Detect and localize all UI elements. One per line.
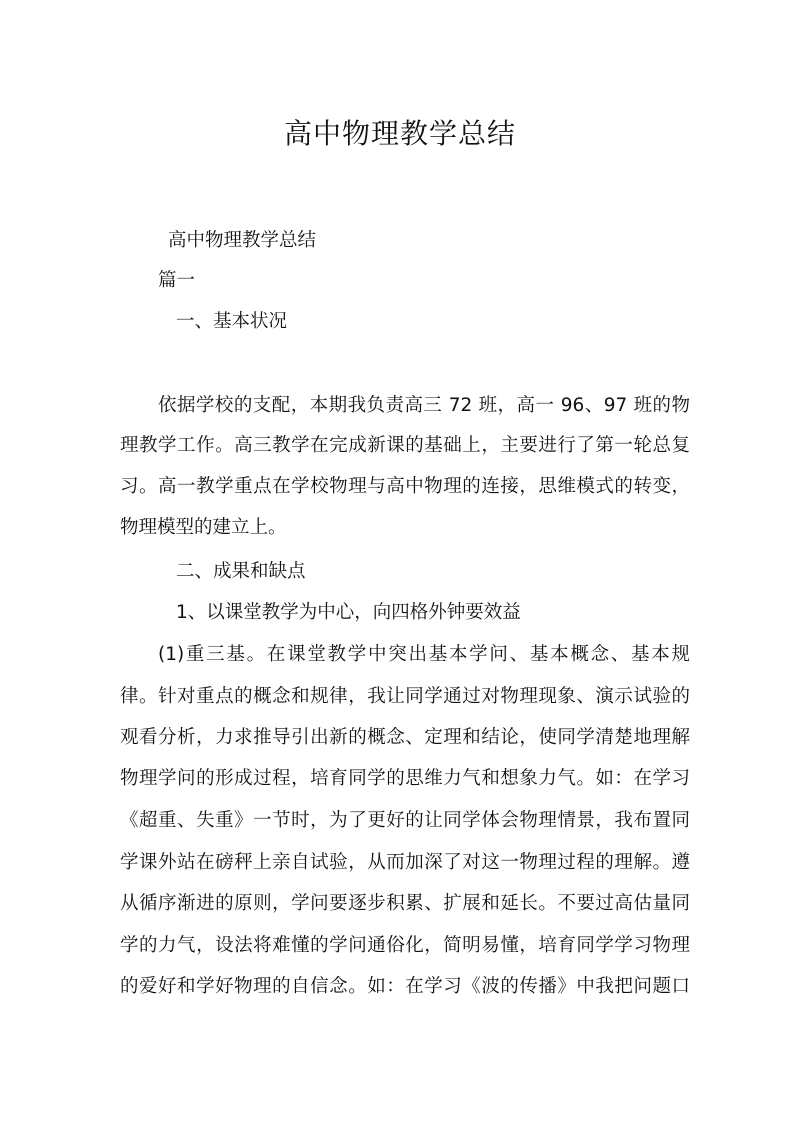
paragraph-line: 理教学工作。高三教学在完成新课的基础上，主要进行了第一轮总复 bbox=[120, 435, 690, 456]
subtitle-line: 高中物理教学总结 bbox=[168, 230, 317, 251]
paragraph-line: 习。高一教学重点在学校物理与高中物理的连接，思维模式的转变， bbox=[120, 476, 690, 497]
paragraph-line: (1)重三基。在课堂教学中突出基本学问、基本概念、基本规 bbox=[158, 644, 690, 665]
paragraph-line: 学课外站在磅秤上亲自试验，从而加深了对这一物理过程的理解。遵 bbox=[120, 852, 690, 873]
paragraph-line: 《超重、失重》一节时，为了更好的让同学体会物理情景，我布置同 bbox=[120, 810, 690, 831]
paragraph-line: 依据学校的支配，本期我负责高三 72 班，高一 96、97 班的物 bbox=[158, 395, 690, 416]
heading-results: 二、成果和缺点 bbox=[176, 561, 306, 582]
paragraph-line: 从循序渐进的原则，学问要逐步积累、扩展和延长。不要过高估量同 bbox=[120, 893, 690, 914]
paragraph-line: 学的力气，设法将难懂的学问通俗化，简明易懂，培育同学学习物理 bbox=[120, 935, 690, 956]
section-label-line: 篇一 bbox=[158, 270, 196, 291]
paragraph-line: 物理模型的建立上。 bbox=[120, 517, 287, 538]
paragraph-line: 的爱好和学好物理的自信念。如：在学习《波的传播》中我把问题口 bbox=[120, 976, 690, 997]
paragraph-line: 物理学问的形成过程，培育同学的思维力气和想象力气。如：在学习 bbox=[120, 768, 690, 789]
heading-classroom-teaching: 1、以课堂教学为中心，向四格外钟要效益 bbox=[176, 602, 521, 623]
document-title: 高中物理教学总结 bbox=[283, 117, 516, 150]
paragraph-line: 律。针对重点的概念和规律，我让同学通过对物理现象、演示试验的 bbox=[120, 686, 690, 707]
heading-basic-situation: 一、基本状况 bbox=[176, 311, 288, 332]
paragraph-line: 观看分析，力求推导引出新的概念、定理和结论，使同学清楚地理解 bbox=[120, 727, 690, 748]
